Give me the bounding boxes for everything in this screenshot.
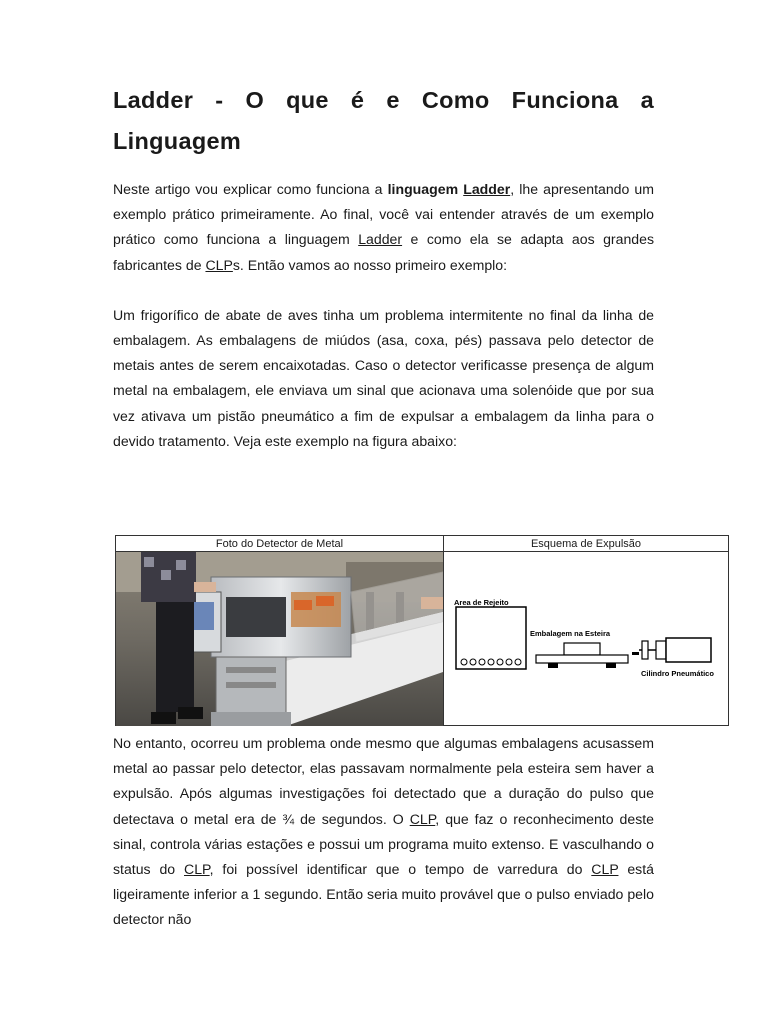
- metal-detector-photo: [116, 552, 443, 726]
- figure-right-cell: [444, 536, 728, 725]
- intro-text-2: , lhe apresentando um exemplo prático primeiramente. Ao final, você vai entender através de um exemplo prático como funciona a linguagem: [113, 181, 655, 248]
- piston-head: [642, 641, 648, 659]
- clp-link-1[interactable]: CLP: [409, 810, 436, 827]
- investigation-text-4: está ligeiramente inferior a 1 segundo. Então seria muito provável que o pulso enviado pelo detector não: [113, 861, 654, 928]
- metal-detector-photo-drawing: [116, 552, 443, 726]
- figure-left-cell: [116, 536, 444, 725]
- figure-left-caption: Foto do Detector de Metal: [116, 536, 443, 552]
- package-label: Embalagem na Esteira: [530, 629, 611, 638]
- investigation-text-3: , foi possível identificar que o tempo de varredura do: [209, 861, 592, 878]
- intro-bold-linguagem: linguagem: [387, 181, 459, 197]
- cylinder-cap: [656, 641, 666, 659]
- expulsion-schematic-drawing: [444, 552, 729, 726]
- investigation-text-1: No entanto, ocorreu um problema onde mesmo que algumas embalagens acusassem metal ao passar pelo detector, elas passavam normalmente pela esteira sem haver a expulsão. Após algumas investigações foi detectado que a duração do pulso que detectava o metal era de ¾ de segundos. O: [113, 735, 654, 827]
- investigation-text-2: , que faz o reconhecimento deste sinal, controla várias estações e possui um programa muito extenso. E vasculhando o status do: [113, 810, 655, 878]
- expulsion-schematic: [444, 552, 728, 726]
- figure-right-caption: Esquema de Expulsão: [444, 536, 728, 552]
- reject-area-label: Area de Rejeito: [454, 598, 509, 607]
- conveyor-foot-left: [548, 663, 558, 668]
- article-continued: [113, 731, 654, 933]
- conveyor-belt: [536, 655, 628, 663]
- clp-link[interactable]: CLP: [205, 256, 233, 273]
- intro-text-4: s. Então vamos ao nosso primeiro exemplo:: [232, 256, 508, 273]
- problem-paragraph: Um frigorífico de abate de aves tinha um problema intermitente no final da linha de embalagem. As embalagens de miúdos (asa, coxa, pés) passava pelo detector de metais antes de serem encaixotadas. Caso o detector verificasse presença de algum metal na embalagem, ele enviava um sinal que acionava uma solenóide que por sua vez ativava um pistão pneumático a fim de expulsar a embalagem da linha para o devido tratamento. Veja este exemplo na figura abaixo:: [113, 306, 654, 449]
- ladder-link-bold[interactable]: Ladder: [463, 181, 511, 197]
- article: [113, 80, 654, 454]
- investigation-paragraph: [113, 731, 654, 933]
- clp-link-3[interactable]: CLP: [591, 861, 619, 878]
- figure-table: [115, 535, 729, 726]
- cylinder-label: Cilindro Pneumático: [641, 669, 714, 678]
- article-title: Ladder - O que é e Como Funciona a Linguagem: [113, 87, 654, 154]
- piston-rod-tip: [632, 652, 639, 655]
- intro-text-3: e como ela se adapta aos grandes fabricantes de: [113, 231, 655, 273]
- conveyor-foot-right: [606, 663, 616, 668]
- pneumatic-cylinder: [666, 638, 711, 662]
- package-box: [564, 643, 600, 655]
- clp-link-2[interactable]: CLP: [184, 861, 210, 878]
- ladder-link[interactable]: Ladder: [358, 231, 403, 248]
- intro-paragraph: [113, 177, 654, 278]
- intro-text-1: Neste artigo vou explicar como funciona a: [113, 181, 388, 197]
